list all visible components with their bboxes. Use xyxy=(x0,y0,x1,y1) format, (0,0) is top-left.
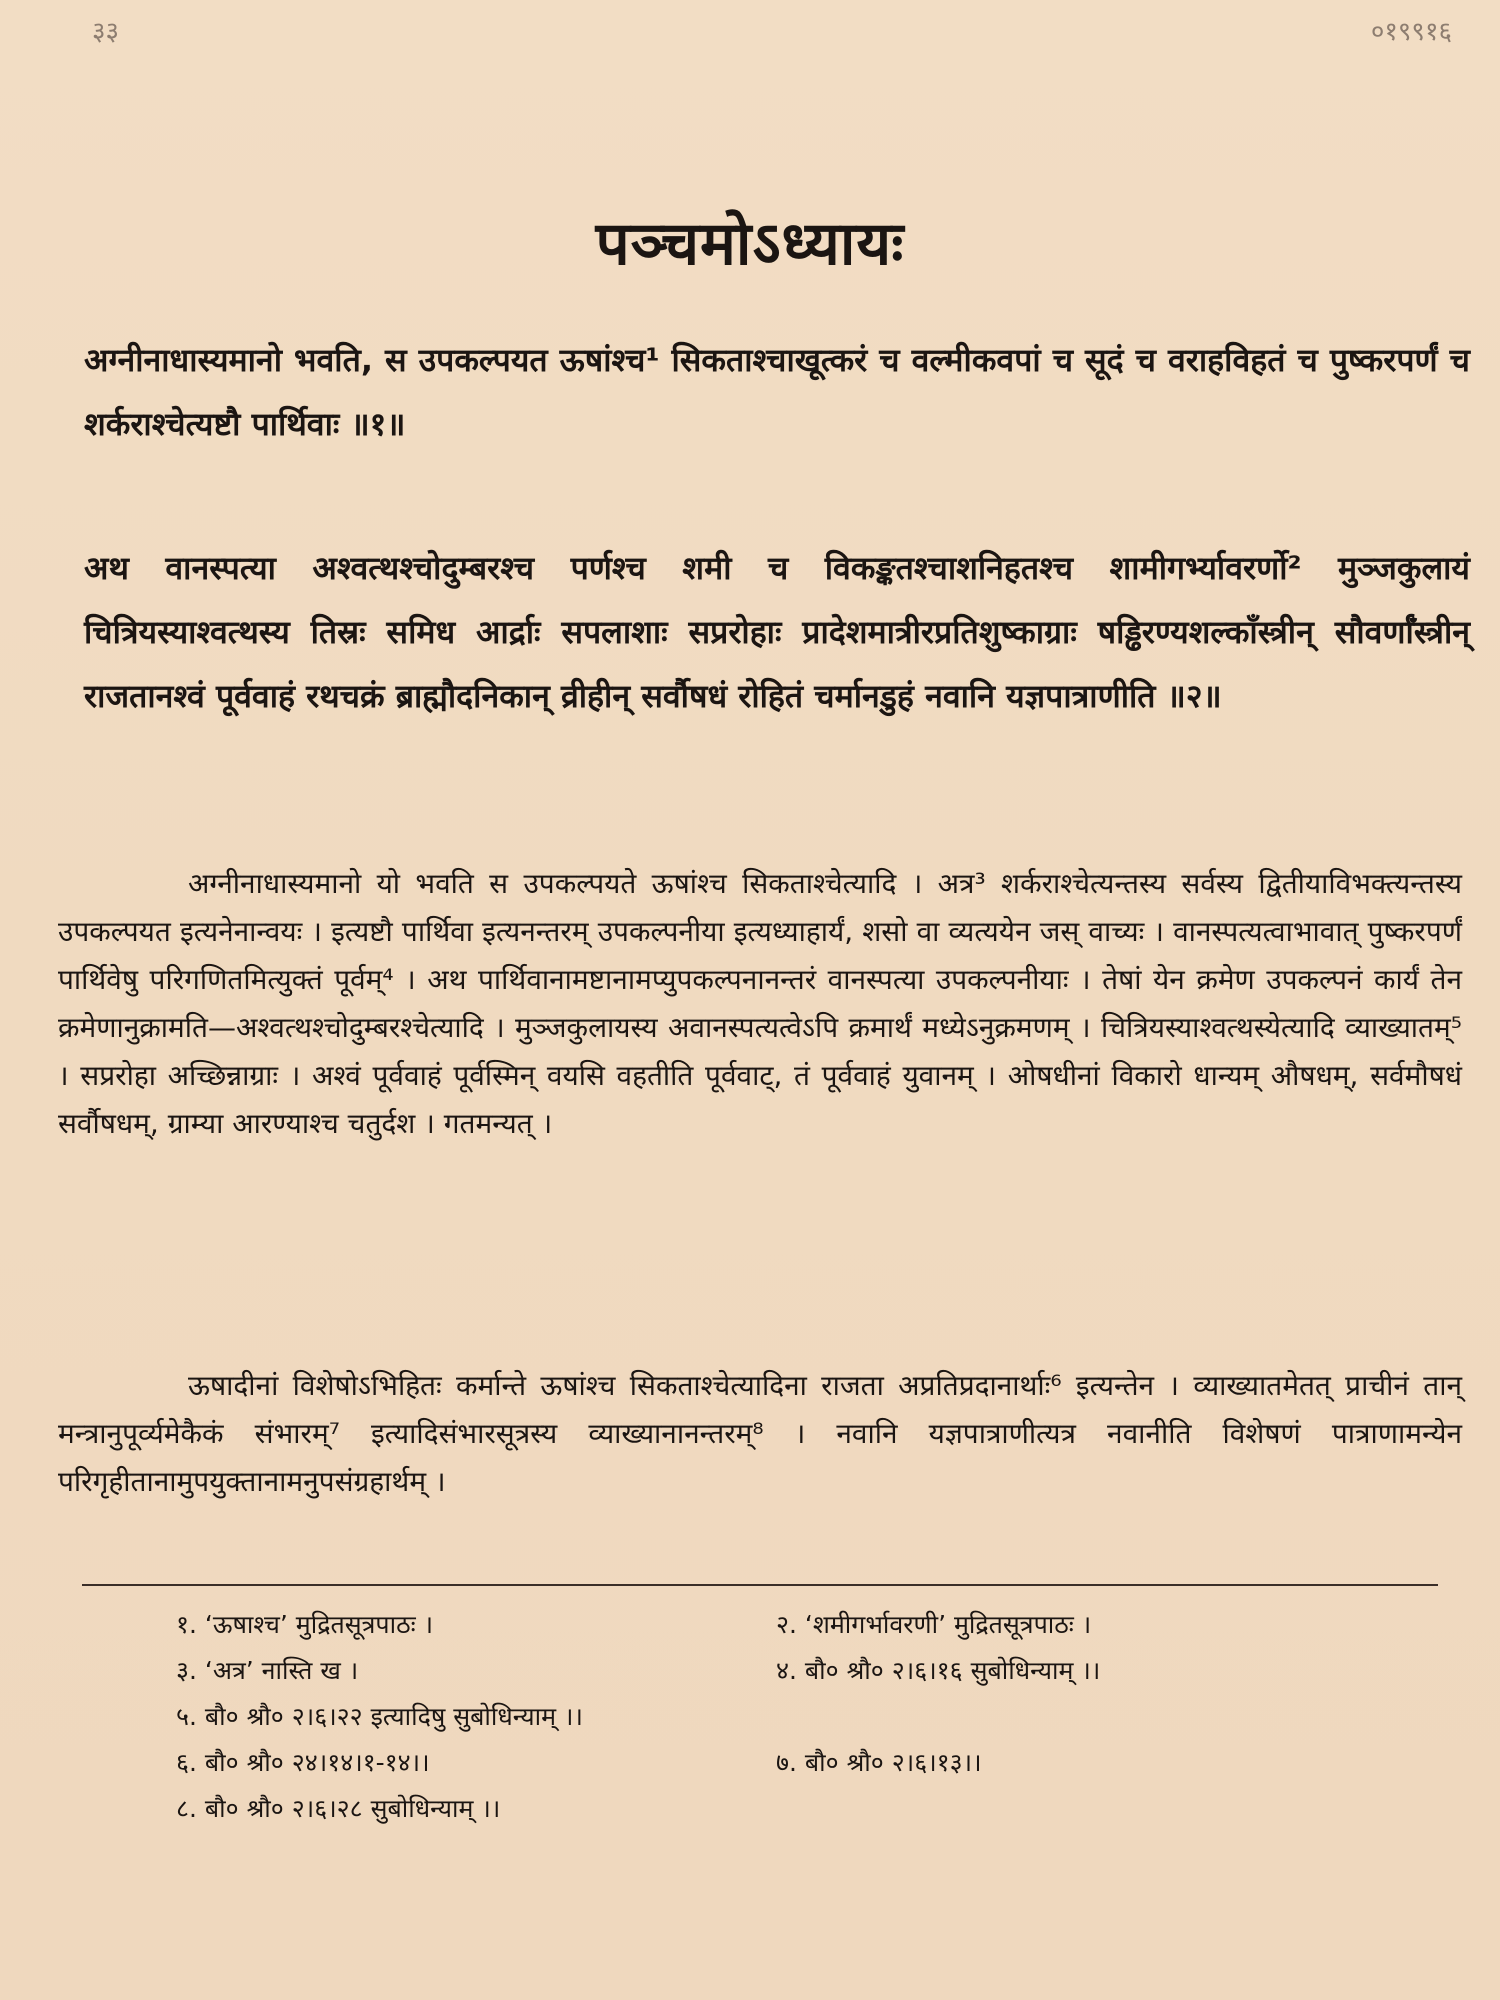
archive-number: ०१९९१६ xyxy=(1370,17,1452,47)
footnote-8: ८. बौ० श्रौ० २।६।२८ सुबोधिन्याम् ।। xyxy=(176,1794,501,1823)
sutra-1: अग्नीनाधास्यमानो भवति, स उपकल्पयत ऊषांश्च¹ सिकताश्चाखूत्करं च वल्मीकवपां च सूदं च वराहविहतं च पुष्करपर्णं च शर्कराश्चेत्यष्टौ पार्थिवाः ॥१॥ xyxy=(84,341,1470,443)
sutra-2: अथ वानस्पत्या अश्वत्थश्चोदुम्बरश्च पर्णश्च शमी च विकङ्कतश्चाशनिहतश्च शामीगर्भ्यावरर्णो² मुञ्जकुलायं चित्रियस्याश्वत्थस्य तिस्रः समिध आर्द्राः सपलाशाः सप्ररोहाः प्रादेशमात्रीरप्रतिशुष्काग्राः षड्ढिरण्यशल्काँस्त्रीन् सौवर्णाँस्त्रीन् राजतानश्वं पूर्ववाहं रथचक्रं ब्राह्मौदनिकान् व्रीहीन् सर्वौषधं रोहितं चर्मानडुहं नवानि यज्ञपात्राणीति ॥२॥ xyxy=(84,549,1470,715)
page-number: ३३ xyxy=(92,17,120,47)
footnote-row xyxy=(176,1602,1456,1648)
footnotes xyxy=(176,1602,1456,1832)
footnote-row xyxy=(176,1786,1456,1832)
footnote-3: ३. ‘अत्र’ नास्ति ख । xyxy=(176,1656,359,1685)
footnote-7: ७. बौ० श्रौ० २।६।१३।। xyxy=(776,1748,982,1777)
chapter-title: पञ्चमोऽध्यायः xyxy=(595,209,905,279)
commentary-paragraph-2: ऊषादीनां विशेषोऽभिहितः कर्मान्ते ऊषांश्च सिकताश्चेत्यादिना राजता अप्रतिप्रदानार्थाः⁶ इत्यन्तेन । व्याख्यातमेतत् प्राचीनं तान् मन्त्रानुपूर्व्यमेकैकं संभारम्⁷ इत्यादिसंभारसूत्रस्य व्याख्यानानन्तरम्⁸ । नवानि यज्ञपात्राणीत्यत्र नवानीति विशेषणं पात्राणामन्येन परिगृहीतानामुपयुक्तानामनुपसंग्रहार्थम् । xyxy=(58,1369,1462,1498)
footnote-row xyxy=(176,1740,1456,1786)
footnote-2: २. ‘शमीगर्भावरणी’ मुद्रितसूत्रपाठः । xyxy=(776,1610,1092,1639)
footnote-row xyxy=(176,1694,1456,1740)
footnote-4: ४. बौ० श्रौ० २।६।१६ सुबोधिन्याम् ।। xyxy=(776,1656,1101,1685)
footnote-row xyxy=(176,1648,1456,1694)
footnote-1: १. ‘ऊषाश्च’ मुद्रितसूत्रपाठः । xyxy=(176,1610,434,1639)
footnote-6: ६. बौ० श्रौ० २४।१४।१-१४।। xyxy=(176,1748,430,1777)
commentary-paragraph-1: अग्नीनाधास्यमानो यो भवति स उपकल्पयते ऊषांश्च सिकताश्चेत्यादि । अत्र³ शर्कराश्चेत्यन्तस्य सर्वस्य द्वितीयाविभक्त्यन्तस्य उपकल्पयत इत्यनेनान्वयः । इत्यष्टौ पार्थिवा इत्यनन्तरम् उपकल्पनीया इत्यध्याहार्यं, शसो वा व्यत्ययेन जस् वाच्यः । वानस्पत्यत्वाभावात् पुष्करपर्णं पार्थिवेषु परिगणितमित्युक्तं पूर्वम्⁴ । अथ पार्थिवानामष्टानामप्युपकल्पनानन्तरं वानस्पत्या उपकल्पनीयाः । तेषां येन क्रमेण उपकल्पनं कार्यं तेन क्रमेणानुक्रामति—अश्वत्थश्चोदुम्बरश्चेत्यादि । मुञ्जकुलायस्य अवानस्पत्यत्वेऽपि क्रमार्थं मध्येऽनुक्रमणम् । चित्रियस्याश्वत्थस्येत्यादि व्याख्यातम्⁵ । सप्ररोहा अच्छिन्नाग्राः । अश्वं पूर्ववाहं पूर्वस्मिन् वयसि वहतीति पूर्ववाट्, तं पूर्ववाहं युवानम् । ओषधीनां विकारो धान्यम् औषधम्, सर्वमौषधं सर्वौषधम्, ग्राम्या आरण्याश्च चतुर्दश । गतमन्यत् । xyxy=(58,867,1462,1140)
footnote-divider xyxy=(82,1584,1438,1586)
footnote-5: ५. बौ० श्रौ० २।६।२२ इत्यादिषु सुबोधिन्याम् ।। xyxy=(176,1702,583,1731)
